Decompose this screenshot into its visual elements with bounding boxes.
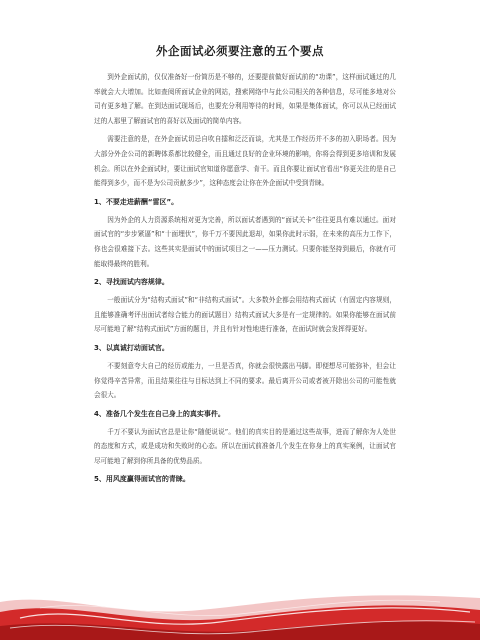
document-body [94,70,396,490]
document-title: 外企面试必须要注意的五个要点 [156,44,324,58]
section-4-body: 千万不要认为面试官总是让你“随便说说”。他们的真实目的是通过这些故事，进而了解你为人处世的态度和方式，或是成功和失败时的心态。所以在面试前准备几个发生在你身上的真实案例，让面试官尽可能地了解到你所具备的优势品质。 [94,427,396,465]
section-1-body: 因为外企的人力资源系统相对更为完善，所以面试者遇到的“面试关卡”往往更具有难以通过。面对面试官的“步步紧逼”和“十面埋伏”，你千万不要因此退却，如果你此时示弱，在未来的高压力工作下，你也会很难接下去。这些其实是面试中的面试项目之一——压力测试。只要你能坚持到最后，你就有可能取得最终的胜利。 [94,215,396,268]
intro-paragraph-1: 到外企面试前，仅仅准备好一份简历是不够的，还要提前做好面试前的“功课”，这样面试通过的几率就会大大增加。比如查阅所面试企业的网站，搜索网络中与此公司相关的各种信息，尽可能多地对公司有更多地了解。在到达面试现场后，也要充分利用等待的时间，如果是集体面试，你可以从已经面试过的人那里了解面试官的喜好以及面试的简单内容。 [94,73,396,125]
section-4-heading: 4、准备几个发生在自己身上的真实事件。 [94,409,225,418]
section-2-heading: 2、寻找面试内容规律。 [94,278,169,287]
section-5-heading: 5、用风度赢得面试官的青睐。 [94,475,190,484]
section-2-body: 一般面试分为“结构式面试”和“非结构式面试”。大多数外企都会用结构式面试（有固定内容规则，且能够准确考评出面试者综合能力的面试题目）结构式面试大多是有一定规律的。如果你能够在面试前尽可能地了解“结构式面试”方面的题目，并且有针对性地进行准备，在面试时就会发挥得更好。 [94,296,396,334]
decorative-red-footer-band [0,588,480,640]
section-1-heading: 1、不要走进薪酬“雷区”。 [94,197,179,206]
intro-paragraph-2: 需要注意的是，在外企面试切忌自吹自擂和泛泛而谈，尤其是工作经历并不多的初入职场者。因为大部分外企公司的新聘体系都比较健全，而且通过良好的企业环境的影响，你将会得到更多培训和发展机会。所以在外企面试时，要让面试官知道你愿意学、肯干。而且你要让面试官看出“你更关注的是自己能得到多少，而不是为公司贡献多少”，这种态度会让你在外企面试中受到青睐。 [94,135,396,188]
section-3-body: 不要刻意夸大自己的经历或能力，一旦是否真，你就会很快露出马脚。即便想尽可能弥补，但会让你觉得辛苦异常，而且结果往往与目标达到上不同的要求。最后离开公司或者被开除出公司的可能性就会很大。 [94,361,396,400]
section-3-heading: 3、以真诚打动面试官。 [94,343,169,352]
